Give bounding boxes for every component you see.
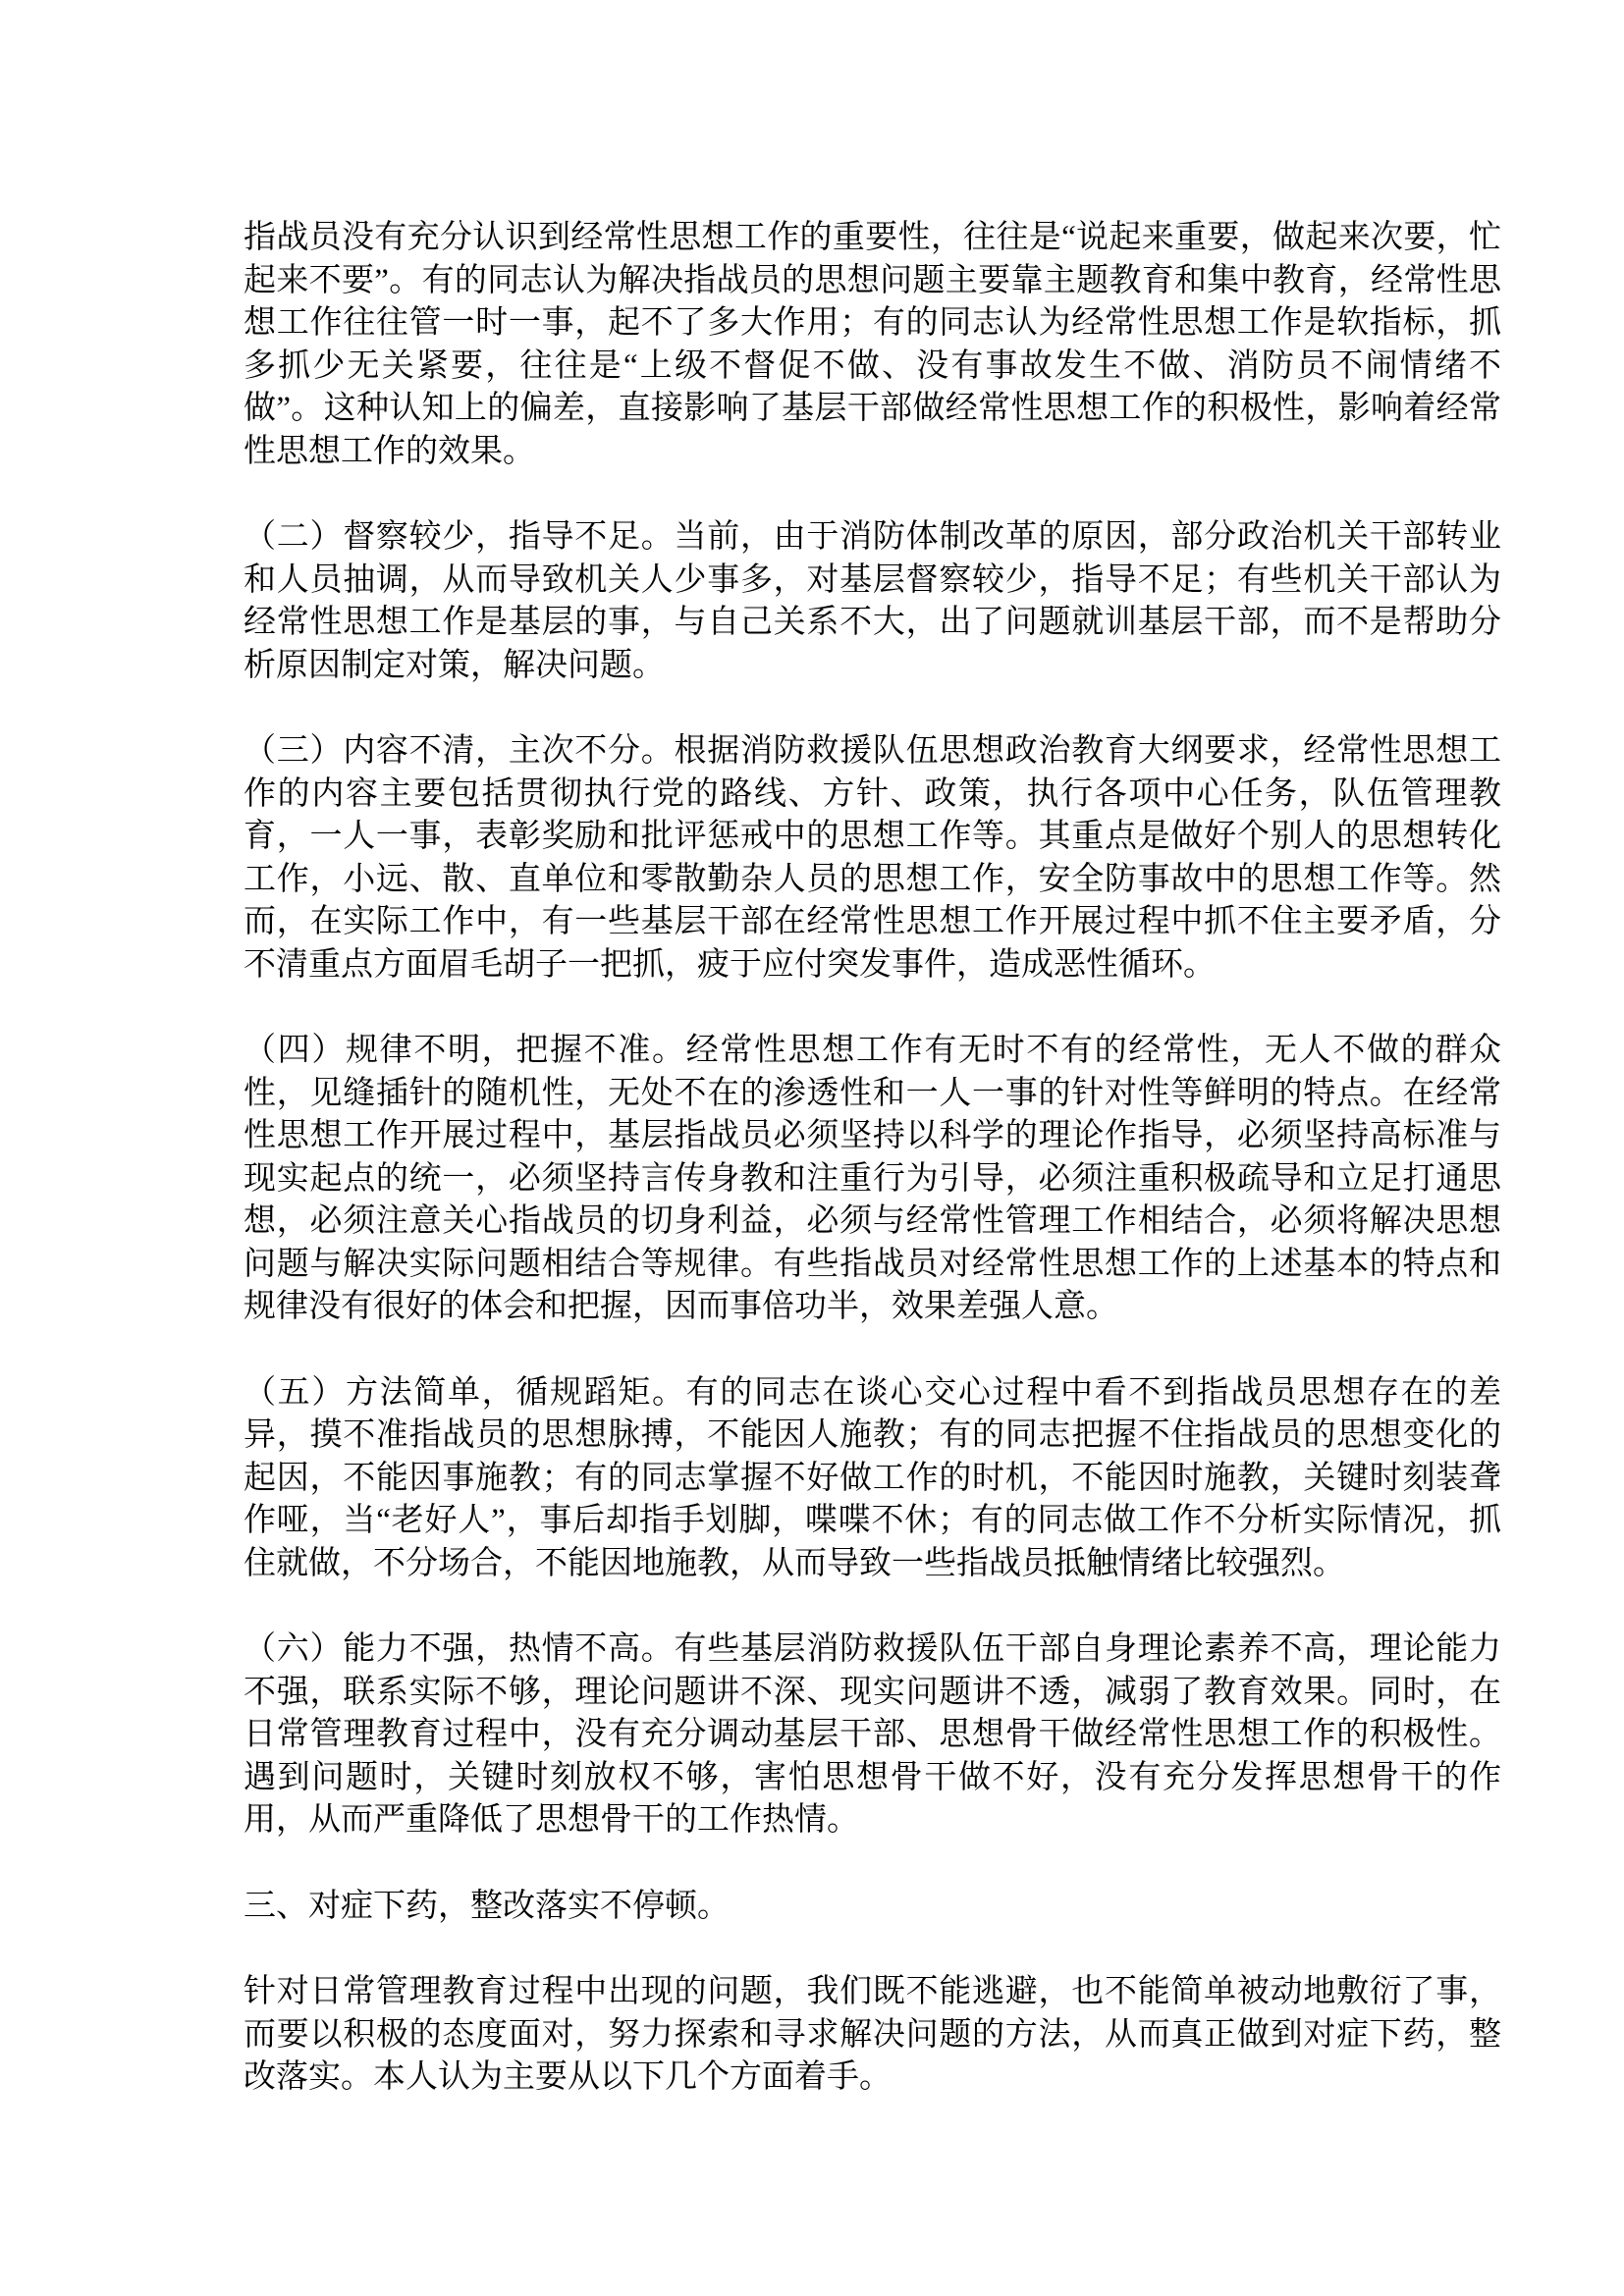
- body-paragraph-closing: 针对日常管理教育过程中出现的问题，我们既不能逃避，也不能简单被动地敷衍了事，而要以积极的态度面对，努力探索和寻求解决问题的方法，从而真正做到对症下药，整改落实。本人认为主要从以下几个方面着手。: [244, 1974, 1501, 2095]
- body-paragraph-item-6: （六）能力不强，热情不高。有些基层消防救援队伍干部自身理论素养不高，理论能力不强，联系实际不够，理论问题讲不深、现实问题讲不透，减弱了教育效果。同时，在日常管理教育过程中，没有充分调动基层干部、思想骨干做经常性思想工作的积极性。遇到问题时，关键时刻放权不够，害怕思想骨干做不好，没有充分发挥思想骨干的作用，从而严重降低了思想骨干的工作热情。: [244, 1631, 1501, 1838]
- body-paragraph-item-5: （五）方法简单，循规蹈矩。有的同志在谈心交心过程中看不到指战员思想存在的差异，摸不准指战员的思想脉搏，不能因人施教；有的同志把握不住指战员的思想变化的起因，不能因事施教；有的同志掌握不好做工作的时机，不能因时施教，关键时刻装聋作哑，当“老好人”，事后却指手划脚，喋喋不休；有的同志做工作不分析实际情况，抓住就做，不分场合，不能因地施教，从而导致一些指战员抵触情绪比较强烈。: [244, 1374, 1501, 1581]
- body-paragraph-item-4: （四）规律不明，把握不准。经常性思想工作有无时不有的经常性，无人不做的群众性，见缝插针的随机性，无处不在的渗透性和一人一事的针对性等鲜明的特点。在经常性思想工作开展过程中，基层指战员必须坚持以科学的理论作指导，必须坚持高标准与现实起点的统一，必须坚持言传身教和注重行为引导，必须注重积极疏导和立足打通思想，必须注意关心指战员的切身利益，必须与经常性管理工作相结合，必须将解决思想问题与解决实际问题相结合等规律。有些指战员对经常性思想工作的上述基本的特点和规律没有很好的体会和把握，因而事倍功半，效果差强人意。: [244, 1033, 1501, 1324]
- body-paragraph-item-3: （三）内容不清，主次不分。根据消防救援队伍思想政治教育大纲要求，经常性思想工作的内容主要包括贯彻执行党的路线、方针、政策，执行各项中心任务，队伍管理教育，一人一事，表彰奖励和批评惩戒中的思想工作等。其重点是做好个别人的思想转化工作，小远、散、直单位和零散勤杂人员的思想工作，安全防事故中的思想工作等。然而，在实际工作中，有一些基层干部在经常性思想工作开展过程中抓不住主要矛盾，分不清重点方面眉毛胡子一把抓，疲于应付突发事件，造成恶性循环。: [244, 733, 1501, 983]
- section-heading-3: 三、对症下药，整改落实不停顿。: [244, 1888, 730, 1924]
- body-paragraph-item-2: （二）督察较少，指导不足。当前，由于消防体制改革的原因，部分政治机关干部转业和人员抽调，从而导致机关人少事多，对基层督察较少，指导不足；有些机关干部认为经常性思想工作是基层的事，与自己关系不大，出了问题就训基层干部，而不是帮助分析原因制定对策，解决问题。: [244, 519, 1501, 683]
- body-paragraph-intro-cognition: 指战员没有充分认识到经常性思想工作的重要性，往往是“说起来重要，做起来次要，忙起来不要”。有的同志认为解决指战员的思想问题主要靠主题教育和集中教育，经常性思想工作往往管一时一事，起不了多大作用；有的同志认为经常性思想工作是软指标，抓多抓少无关紧要，往往是“上级不督促不做、没有事故发生不做、消防员不闹情绪不做”。这种认知上的偏差，直接影响了基层干部做经常性思想工作的积极性，影响着经常性思想工作的效果。: [244, 220, 1501, 469]
- document-body: [244, 217, 1501, 2100]
